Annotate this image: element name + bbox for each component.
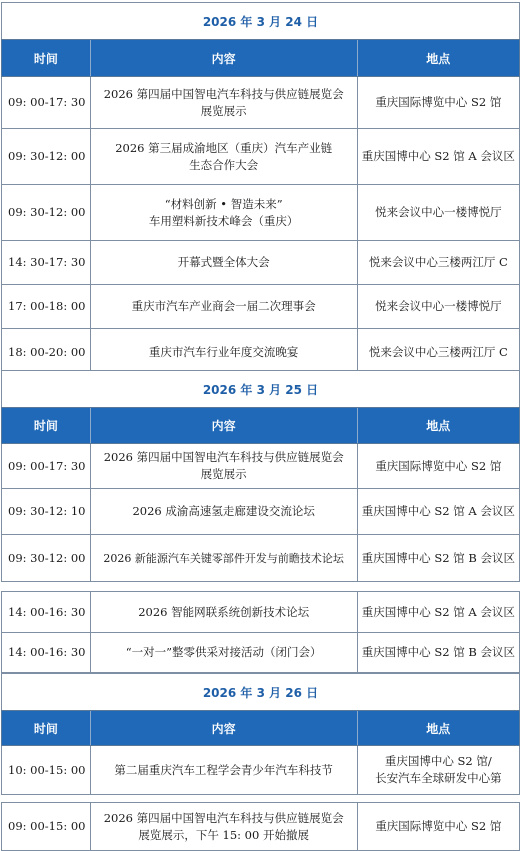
row-content: 2026 第四届中国智电汽车科技与供应链展览会 展览展示，下午 15: 00 开始撤展 (91, 803, 358, 850)
table-row (1, 633, 520, 673)
header-time: 时间 (2, 711, 91, 745)
row-place: 重庆国际博览中心 S2 馆 (375, 95, 502, 109)
row-place: 重庆国博中心 S2 馆 A 会议区 (361, 149, 515, 163)
day3-rows (1, 746, 520, 795)
date-label: 2026 年 3 月 26 日 (202, 685, 319, 700)
row-time: 09: 00-17: 30 (2, 444, 91, 488)
table-header (1, 407, 520, 444)
row-time: 09: 00-17: 30 (2, 77, 91, 128)
row-time: 09: 30-12: 10 (2, 489, 91, 534)
table-row (1, 802, 520, 851)
row-time: 09: 30-12: 00 (2, 185, 91, 240)
row-time: 09: 30-12: 00 (2, 129, 91, 184)
row-place: 重庆国博中心 S2 馆 B 会议区 (361, 550, 515, 565)
row-content: 重庆市汽车产业商会一届二次理事会 (91, 285, 358, 328)
row-content: 2026 新能源汽车关键零部件开发与前瞻技术论坛 (91, 535, 358, 581)
header-content: 内容 (91, 711, 358, 745)
header-place: 地点 (426, 51, 451, 66)
row-time: 09: 30-12: 00 (2, 535, 91, 581)
row-place: 重庆国博中心 S2 馆 A 会议区 (361, 604, 515, 619)
header-place: 地点 (426, 721, 451, 736)
table-row (1, 489, 520, 535)
date-heading (1, 370, 520, 407)
day3-rows-cont (1, 802, 520, 851)
row-content: 2026 第四届中国智电汽车科技与供应链展览会 展览展示 (91, 77, 358, 128)
table-row (1, 77, 520, 129)
row-content: 第二届重庆汽车工程学会青少年汽车科技节 (91, 746, 358, 794)
row-time: 14: 30-17: 30 (2, 241, 91, 284)
date-heading (1, 2, 520, 39)
table-row (1, 129, 520, 185)
row-time: 10: 00-15: 00 (2, 746, 91, 794)
row-time: 18: 00-20: 00 (2, 329, 91, 375)
day1-rows (1, 77, 520, 376)
header-time: 时间 (2, 40, 91, 76)
row-place: 重庆国博中心 S2 馆/ 长安汽车全球研发中心第 (375, 754, 502, 785)
table-row (1, 535, 520, 582)
date-label: 2026 年 3 月 24 日 (202, 14, 319, 29)
row-content: 2026 第四届中国智电汽车科技与供应链展览会 展览展示 (91, 444, 358, 488)
header-content: 内容 (91, 40, 358, 76)
date-label: 2026 年 3 月 25 日 (202, 382, 319, 397)
row-content: 2026 成渝高速氢走廊建设交流论坛 (91, 489, 358, 534)
table-row (1, 185, 520, 241)
row-content: 重庆市汽车行业年度交流晚宴 (91, 329, 358, 375)
table-row (1, 329, 520, 376)
row-content: “材料创新 • 智造未来” 车用塑料新技术峰会（重庆） (91, 185, 358, 240)
row-time: 14: 00-16: 30 (2, 592, 91, 632)
row-place: 重庆国博中心 S2 馆 B 会议区 (361, 645, 515, 659)
day2-rows-cont (1, 591, 520, 673)
header-time: 时间 (2, 408, 91, 443)
row-place: 悦来会议中心一楼博悦厅 (375, 299, 502, 313)
header-content: 内容 (91, 408, 358, 443)
row-place: 重庆国博中心 S2 馆 A 会议区 (361, 504, 515, 518)
table-header (1, 39, 520, 77)
table-row (1, 241, 520, 285)
row-time: 17: 00-18: 00 (2, 285, 91, 328)
row-content: 2026 第三届成渝地区（重庆）汽车产业链 生态合作大会 (91, 129, 358, 184)
row-content: 2026 智能网联系统创新技术论坛 (91, 592, 358, 632)
row-place: 重庆国际博览中心 S2 馆 (375, 458, 502, 473)
row-place: 悦来会议中心三楼两江厅 C (368, 344, 508, 359)
table-row (1, 746, 520, 795)
table-row (1, 591, 520, 633)
row-content: 开幕式暨全体大会 (91, 241, 358, 284)
table-header (1, 710, 520, 746)
table-row (1, 285, 520, 329)
row-time: 09: 00-15: 00 (2, 803, 91, 850)
row-place: 悦来会议中心一楼博悦厅 (375, 205, 502, 219)
row-time: 14: 00-16: 30 (2, 633, 91, 672)
table-row (1, 444, 520, 489)
header-place: 地点 (426, 419, 451, 433)
date-heading (1, 673, 520, 710)
row-content: “一对一”整零供采对接活动（闭门会） (91, 633, 358, 672)
row-place: 重庆国际博览中心 S2 馆 (375, 819, 502, 833)
day2-rows (1, 444, 520, 582)
row-place: 悦来会议中心三楼两江厅 C (368, 255, 508, 269)
